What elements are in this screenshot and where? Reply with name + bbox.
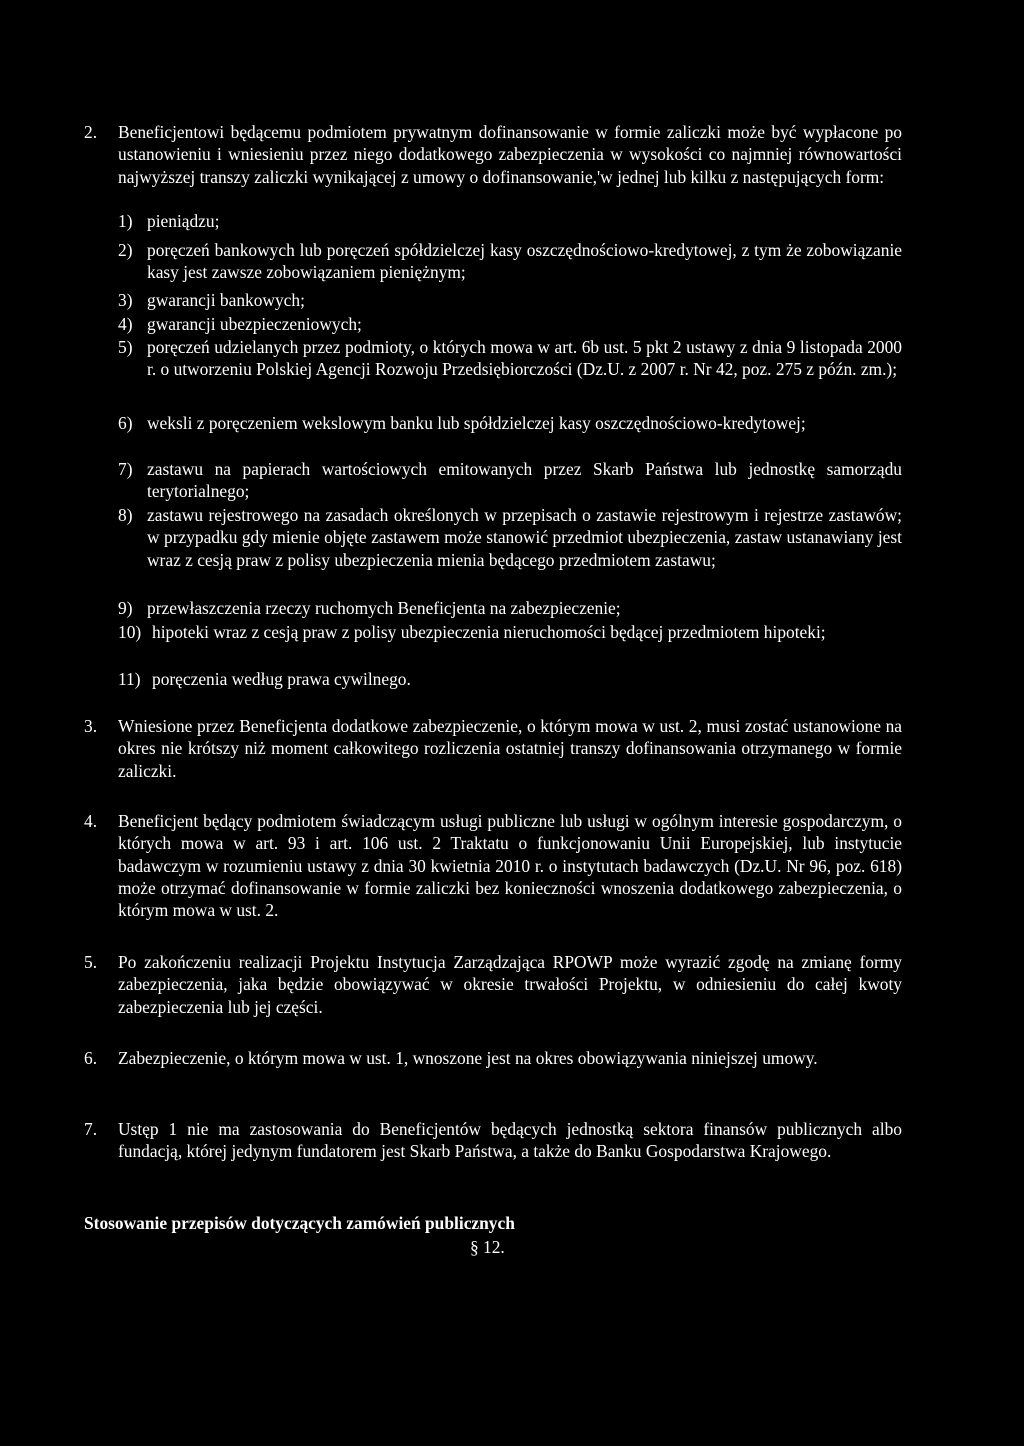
paragraph-text: Po zakończeniu realizacji Projektu Instytucja Zarządzająca RPOWP może wyrazić zgodę na zmianę formy zabezpieczenia, jaka będzie obowiązywać w okresie trwałości Projektu, w odniesieniu do całej kwoty zabezpieczenia lub jej części. bbox=[118, 952, 902, 1017]
list-item-number: 5) bbox=[118, 337, 133, 357]
paragraph-number: 3. bbox=[84, 716, 98, 736]
list-item-8 bbox=[118, 504, 902, 571]
paragraph-7 bbox=[84, 1118, 902, 1163]
list-item-number: 1) bbox=[118, 211, 133, 231]
paragraph-6 bbox=[84, 1047, 902, 1069]
paragraph-2 bbox=[84, 121, 902, 188]
list-item-text: zastawu na papierach wartościowych emitowanych przez Skarb Państwa lub jednostkę samorządu terytorialnego; bbox=[147, 459, 902, 502]
list-item-number: 3) bbox=[118, 290, 133, 310]
paragraph-text: Wniesione przez Beneficjenta dodatkowe zabezpieczenie, o którym mowa w ust. 2, musi zostać ustanowione na okres nie krótszy niż moment całkowitego rozliczenia ostatniej transzy dofinansowania otrzymanego w formie zaliczki. bbox=[118, 716, 902, 781]
list-item-4 bbox=[118, 313, 902, 335]
list-item-10 bbox=[118, 621, 902, 643]
paragraph-number: 5. bbox=[84, 952, 98, 972]
section-number: § 12. bbox=[470, 1237, 505, 1257]
list-item-number: 8) bbox=[118, 505, 133, 525]
list-item-number: 7) bbox=[118, 459, 133, 479]
list-item-2 bbox=[118, 239, 902, 284]
paragraph-number: 7. bbox=[84, 1119, 98, 1139]
list-item-number: 11) bbox=[118, 669, 141, 689]
list-item-6 bbox=[118, 412, 902, 434]
paragraph-text: Ustęp 1 nie ma zastosowania do Beneficjentów będących jednostką sektora finansów publicznych albo fundacją, której jedynym fundatorem jest Skarb Państwa, a także do Banku Gospodarstwa Krajowego. bbox=[118, 1119, 902, 1162]
list-item-text: weksli z poręczeniem wekslowym banku lub spółdzielczej kasy oszczędnościowo-kredytowej; bbox=[147, 413, 806, 433]
list-item-7 bbox=[118, 458, 902, 503]
list-item-3 bbox=[118, 289, 902, 311]
paragraph-text: Beneficjent będący podmiotem świadczącym usługi publiczne lub usługi w ogólnym interesie gospodarczym, o których mowa w art. 93 i art. 106 ust. 2 Traktatu o funkcjonowaniu Unii Europejskiej, lub instytucie badawczym w rozumieniu ustawy z dnia 30 kwietnia 2010 r. o instytutach badawczych (Dz.U. Nr 96, poz. 618) może otrzymać dofinansowanie w formie zaliczki bez konieczności wnoszenia dodatkowego zabezpieczenia, o którym mowa w ust. 2. bbox=[118, 811, 902, 921]
paragraph-4 bbox=[84, 810, 902, 921]
paragraph-5 bbox=[84, 951, 902, 1018]
section-heading: Stosowanie przepisów dotyczących zamówień publicznych bbox=[84, 1213, 515, 1233]
list-item-text: pieniądzu; bbox=[147, 211, 220, 231]
paragraph-number: 6. bbox=[84, 1048, 98, 1068]
list-item-text: gwarancji bankowych; bbox=[147, 290, 305, 310]
paragraph-number: 4. bbox=[84, 811, 98, 831]
list-item-number: 6) bbox=[118, 413, 133, 433]
list-item-text: hipoteki wraz z cesją praw z polisy ubezpieczenia nieruchomości będącej przedmiotem hipoteki; bbox=[152, 622, 826, 642]
list-item-text: zastawu rejestrowego na zasadach określonych w przepisach o zastawie rejestrowym i rejestrze zastawów; w przypadku gdy mienie objęte zastawem może stanowić przedmiot ubezpieczenia, zastaw ustanawiany jest wraz z cesją praw z polisy ubezpieczenia mienia będącego przedmiotem zastawu; bbox=[147, 505, 902, 570]
paragraph-number: 2. bbox=[84, 122, 98, 142]
paragraph-3 bbox=[84, 715, 902, 782]
paragraph-text: Zabezpieczenie, o którym mowa w ust. 1, wnoszone jest na okres obowiązywania niniejszej umowy. bbox=[118, 1048, 818, 1068]
list-item-number: 9) bbox=[118, 598, 133, 618]
list-item-text: poręczeń udzielanych przez podmioty, o których mowa w art. 6b ust. 5 pkt 2 ustawy z dnia 9 listopada 2000 r. o utworzeniu Polskiej Agencji Rozwoju Przedsiębiorczości (Dz.U. z 2007 r. Nr 42, poz. 275 z późn. zm.); bbox=[147, 337, 902, 380]
list-item-text: poręczeń bankowych lub poręczeń spółdzielczej kasy oszczędnościowo-kredytowej, z tym że zobowiązanie kasy jest zawsze zobowiązaniem pieniężnym; bbox=[147, 240, 902, 283]
list-item-text: gwarancji ubezpieczeniowych; bbox=[147, 314, 362, 334]
list-item-9 bbox=[118, 597, 902, 619]
paragraph-text: Beneficjentowi będącemu podmiotem prywatnym dofinansowanie w formie zaliczki może być wypłacone po ustanowieniu i wniesieniu przez niego dodatkowego zabezpieczenia w wysokości co najmniej równowartości najwyższej transzy zaliczki wynikającej z umowy o dofinansowanie,'w jednej lub kilku z następujących form: bbox=[118, 122, 902, 187]
list-item-number: 2) bbox=[118, 240, 133, 260]
list-item-number: 4) bbox=[118, 314, 133, 334]
list-item-number: 10) bbox=[118, 622, 142, 642]
list-item-1 bbox=[118, 210, 902, 232]
list-item-5 bbox=[118, 336, 902, 381]
list-item-text: poręczenia według prawa cywilnego. bbox=[152, 669, 411, 689]
list-item-11 bbox=[118, 668, 902, 690]
list-item-text: przewłaszczenia rzeczy ruchomych Beneficjenta na zabezpieczenie; bbox=[147, 598, 621, 618]
